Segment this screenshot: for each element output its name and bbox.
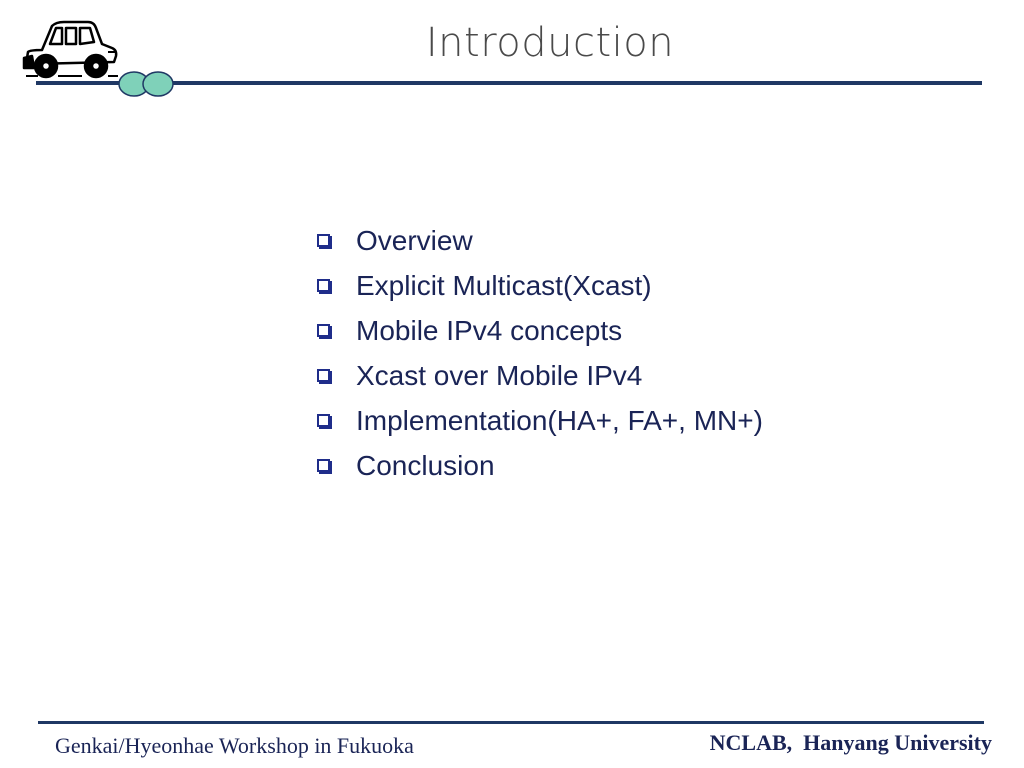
footer-affiliation: NCLAB, Hanyang University (709, 730, 992, 755)
list-item-label: Conclusion (356, 449, 495, 481)
vintage-car-icon (22, 18, 120, 80)
list-item-label: Explicit Multicast(Xcast) (356, 269, 652, 301)
list-item (313, 263, 763, 308)
checkbox-bullet-icon (317, 234, 330, 247)
list-item-label: Overview (356, 224, 473, 256)
list-item-label: Implementation(HA+, FA+, MN+) (356, 404, 763, 436)
list-item (313, 308, 763, 353)
list-item (313, 353, 763, 398)
footer-divider (38, 721, 984, 724)
agenda-list (313, 218, 763, 488)
checkbox-bullet-icon (317, 324, 330, 337)
checkbox-bullet-icon (317, 414, 330, 427)
checkbox-bullet-icon (317, 369, 330, 382)
list-item-label: Xcast over Mobile IPv4 (356, 359, 643, 391)
twin-bubble-icon (118, 70, 178, 98)
list-item-label: Mobile IPv4 concepts (356, 314, 623, 346)
slide-title: Introduction (425, 20, 675, 66)
footer-event: Genkai/Hyeonhae Workshop in Fukuoka (55, 733, 414, 758)
list-item (313, 398, 763, 443)
checkbox-bullet-icon (317, 459, 330, 472)
list-item (313, 443, 763, 488)
list-item (313, 218, 763, 263)
checkbox-bullet-icon (317, 279, 330, 292)
